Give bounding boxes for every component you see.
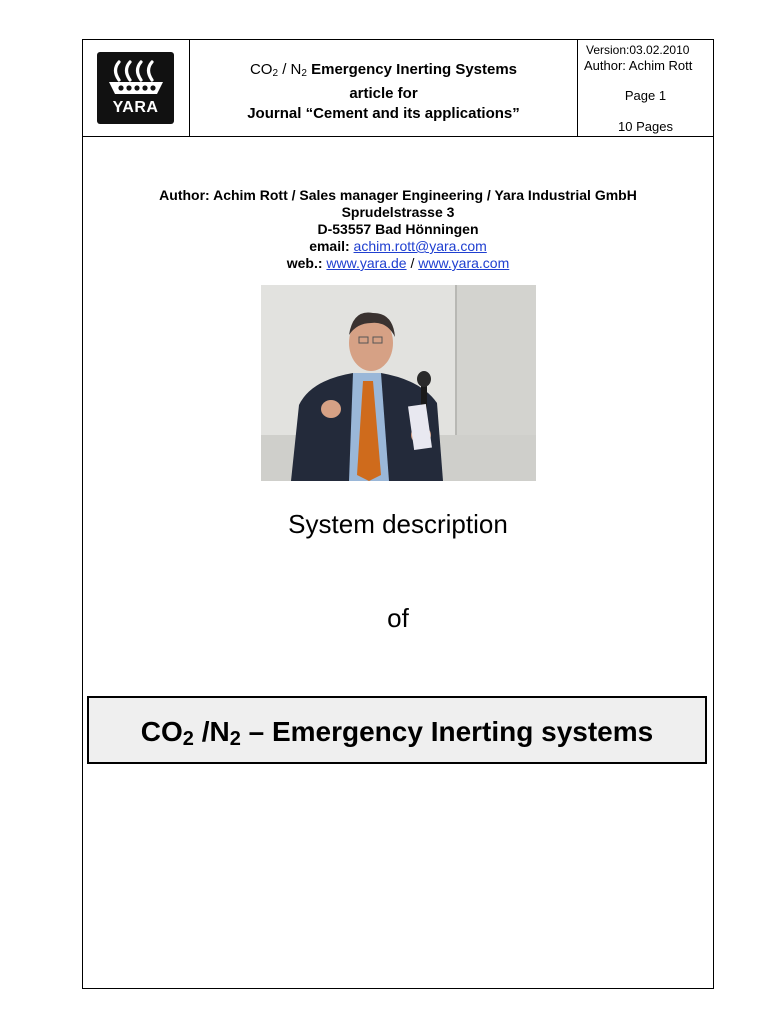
main-title-sub2: 2 xyxy=(229,728,241,750)
author-block xyxy=(83,187,713,272)
street-line: Sprudelstrasse 3 xyxy=(341,204,455,220)
header-title-line1 xyxy=(190,60,577,84)
document-header xyxy=(82,39,714,137)
main-title-mid: /N xyxy=(201,716,230,747)
header-title-line2: article for xyxy=(349,85,418,102)
of-text: of xyxy=(387,603,409,633)
viking-ship-icon xyxy=(97,52,174,100)
header-author: Author: Achim Rott xyxy=(584,58,693,73)
yara-logo xyxy=(97,52,174,124)
author-line: Author: Achim Rott / Sales manager Engineering / Yara Industrial GmbH xyxy=(159,187,637,203)
author-photo xyxy=(261,285,536,481)
main-title-rest: – Emergency Inerting systems xyxy=(248,716,654,747)
city-line: D-53557 Bad Hönningen xyxy=(317,221,479,237)
main-title-co: CO xyxy=(140,716,183,747)
title-rest: Emergency Inerting Systems xyxy=(311,61,518,78)
web-separator: / xyxy=(410,255,415,271)
title-cell xyxy=(190,40,578,136)
web-line xyxy=(83,255,713,272)
title-mid: / N xyxy=(282,61,302,78)
title-co: CO xyxy=(249,61,273,78)
web-label: web.: xyxy=(286,255,323,271)
header-title-line3: Journal “Cement and its applications” xyxy=(247,105,520,122)
system-description-heading: System description xyxy=(288,509,508,539)
email-link[interactable]: achim.rott@yara.com xyxy=(353,238,487,254)
email-line xyxy=(83,238,713,255)
page-frame xyxy=(82,136,714,989)
meta-cell xyxy=(578,40,713,136)
main-title xyxy=(89,716,705,751)
main-title-sub1: 2 xyxy=(182,728,194,750)
title-sub1: 2 xyxy=(272,68,279,79)
logo-cell xyxy=(83,40,190,136)
web-link-com[interactable]: www.yara.com xyxy=(418,255,510,271)
main-title-box xyxy=(87,696,707,764)
page-number: Page 1 xyxy=(624,88,667,103)
version-text: Version:03.02.2010 xyxy=(586,43,690,57)
page-count: 10 Pages xyxy=(618,119,673,134)
email-label: email: xyxy=(309,238,350,254)
logo-text: YARA xyxy=(112,99,159,116)
web-link-de[interactable]: www.yara.de xyxy=(326,255,407,271)
title-sub2: 2 xyxy=(301,68,307,79)
